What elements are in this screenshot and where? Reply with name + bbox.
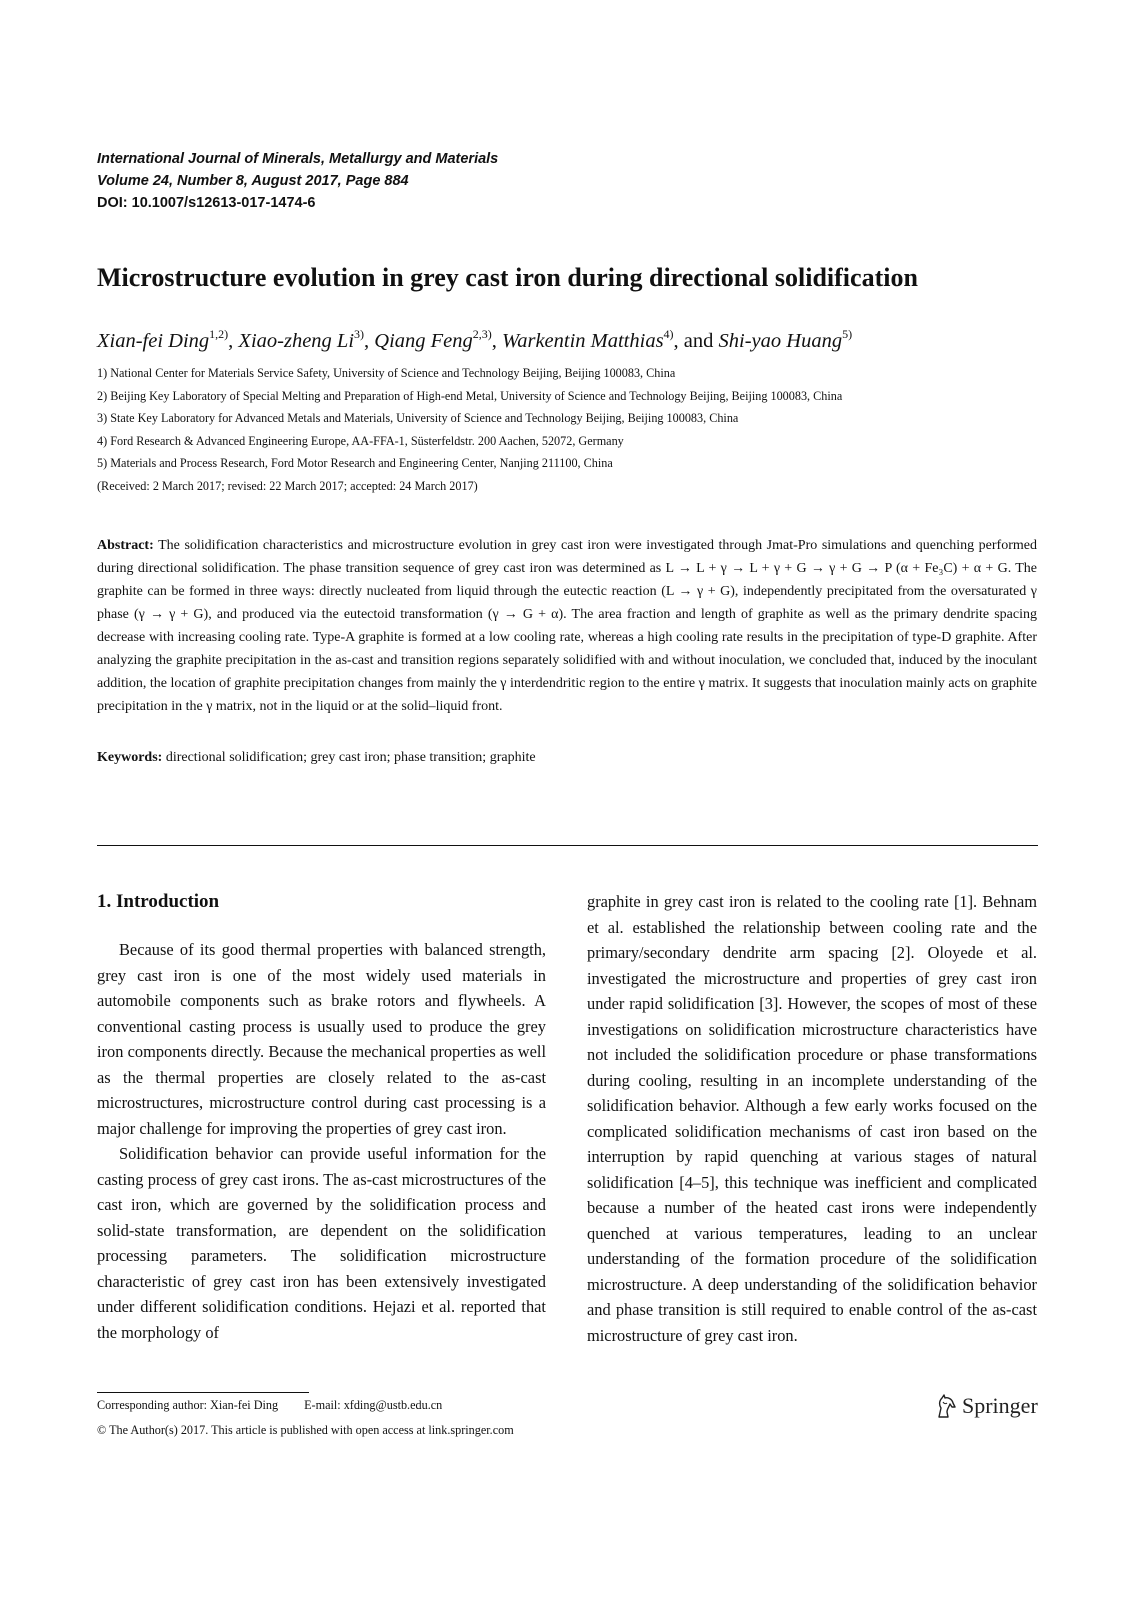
abstract-text: The solidification characteristics and microstructure evolution in grey cast iron were investigated through Jmat-Pro simulations and quenching performed during directional solidification. The phase transition sequence of grey cast iron was determined as L → L + γ → L + γ + G → γ + G → P (α + Fe₃C) + α + G. The graphite can be formed in three ways: directly nucleated from liquid through the eutectic reaction (L → γ + G), independently precipitated from the oversaturated γ phase (γ → γ + G), and produced via the eutectoid transformation (γ → G + α). The area fraction and length of graphite as well as the primary dendrite spacing decrease with increasing cooling rate. Type-A graphite is formed at a low cooling rate, whereas a high cooling rate results in the precipitation of type-D graphite. After analyzing the graphite precipitation in the as-cast and transition regions separately solidified with and without inoculation, we concluded that, induced by the inoculant addition, the location of graphite precipitation changes from mainly the γ interdendritic region to the entire γ matrix. It suggests that inoculation mainly acts on graphite precipitation in the γ matrix, not in the liquid or at the solid–liquid front.: [97, 538, 1037, 714]
corresponding-author: Corresponding author: Xian-fei Ding: [97, 1398, 279, 1412]
affiliation-item: 5) Materials and Process Research, Ford Motor Research and Engineering Center, Nanjing 211100, China: [97, 456, 613, 471]
springer-horse-icon: [935, 1393, 957, 1419]
copyright-note: © The Author(s) 2017. This article is published with open access at link.springer.com: [97, 1423, 514, 1437]
keywords: [97, 746, 1037, 769]
affiliation-list: [97, 362, 1057, 498]
author-affiliation-mark: 2,3): [472, 327, 492, 341]
author-affiliation-mark: 3): [354, 327, 365, 341]
affiliation-item: 2) Beijing Key Laboratory of Special Melting and Preparation of High-end Metal, University of Science and Technology Beijing, Beijing 100083, China: [97, 388, 843, 403]
author-name: Qiang Feng: [374, 330, 473, 352]
author-name: Warkentin Matthias: [502, 330, 664, 352]
corresponding-author-note: [97, 1397, 442, 1413]
journal-volume: Volume 24, Number 8, August 2017, Page 884: [97, 173, 409, 189]
author-separator: ,: [491, 330, 503, 352]
section-divider: [97, 845, 1038, 846]
body-column-left: [97, 889, 546, 1345]
author-affiliation-mark: 1,2): [209, 327, 229, 341]
springer-wordmark: Springer: [962, 1393, 1038, 1418]
footnote-divider: [97, 1392, 309, 1393]
author-separator: , and: [673, 330, 719, 352]
journal-header: [97, 148, 498, 214]
abstract: [97, 534, 1037, 718]
author-separator: ,: [228, 330, 239, 352]
keywords-text: directional solidification; grey cast iron; phase transition; graphite: [162, 750, 536, 765]
springer-logo: [935, 1391, 1038, 1421]
author-email[interactable]: E-mail: xfding@ustb.edu.cn: [304, 1398, 443, 1412]
author-separator: ,: [364, 330, 375, 352]
body-paragraph: Solidification behavior can provide useful information for the casting process of grey cast irons. The as-cast microstructures of the cast iron, which are governed by the solidification process and solid-state transformation, are dependent on the solidification processing parameters. The solidification microstructure characteristic of grey cast iron has been extensively investigated under different solidification conditions. Hejazi et al. reported that the morphology of: [97, 1144, 546, 1342]
affiliation-item: 1) National Center for Materials Service Safety, University of Science and Technology Beijing, Beijing 100083, China: [97, 366, 676, 380]
keywords-label: Keywords:: [97, 750, 163, 765]
body-paragraph: graphite in grey cast iron is related to the cooling rate [1]. Behnam et al. established the relationship between cooling rate and the primary/secondary dendrite arm spacing [2]. Oloyede et al. investigated the microstructure and properties of grey cast iron under rapid solidification [3]. However, the scopes of most of these investigations on solidification microstructure characteristics have not included the solidification procedure or phase transformations during cooling, resulting in an incomplete understanding of the solidification behavior. Although a few early works focused on the complicated solidification mechanisms of cast iron based on the interruption by rapid quenching at various stages of natural solidification [4–5], this technique was inefficient and complicated because a number of the heated cast irons were independently quenched at various temperatures, leading to an unclear understanding of the formation procedure of the solidification microstructure. A deep understanding of the solidification behavior and phase transition is still required to enable control of the as-cast microstructure of grey cast iron.: [587, 892, 1037, 1345]
affiliation-item: 4) Ford Research & Advanced Engineering Europe, AA-FFA-1, Süsterfeldstr. 200 Aachen, 52072, Germany: [97, 433, 624, 448]
author-affiliation-mark: 4): [663, 327, 674, 341]
author-name: Xiao-zheng Li: [238, 330, 355, 352]
author-name: Xian-fei Ding: [97, 330, 210, 352]
author-affiliation-mark: 5): [842, 327, 853, 341]
abstract-label: Abstract:: [97, 538, 154, 553]
paper-title: Microstructure evolution in grey cast iron during directional solidification: [97, 263, 918, 292]
affiliation-item: 3) State Key Laboratory for Advanced Metals and Materials, University of Science and Technology Beijing, Beijing 100083, China: [97, 411, 739, 426]
journal-name: International Journal of Minerals, Metallurgy and Materials: [97, 151, 499, 167]
received-dates: (Received: 2 March 2017; revised: 22 March 2017; accepted: 24 March 2017): [97, 478, 478, 493]
section-heading: 1. Introduction: [97, 891, 220, 912]
body-paragraph: Because of its good thermal properties with balanced strength, grey cast iron is one of the most widely used materials in automobile components such as brake rotors and flywheels. A conventional casting process is usually used to produce the grey iron components directly. Because the mechanical properties as well as the thermal properties are closely related to the as-cast microstructures, microstructure control during cast processing is a major challenge for improving the properties of grey cast iron.: [97, 940, 546, 1138]
journal-doi: DOI: 10.1007/s12613-017-1474-6: [97, 195, 316, 211]
body-column-right: [587, 889, 1037, 1348]
author-list: [97, 327, 1057, 355]
author-name: Shi-yao Huang: [718, 330, 843, 352]
